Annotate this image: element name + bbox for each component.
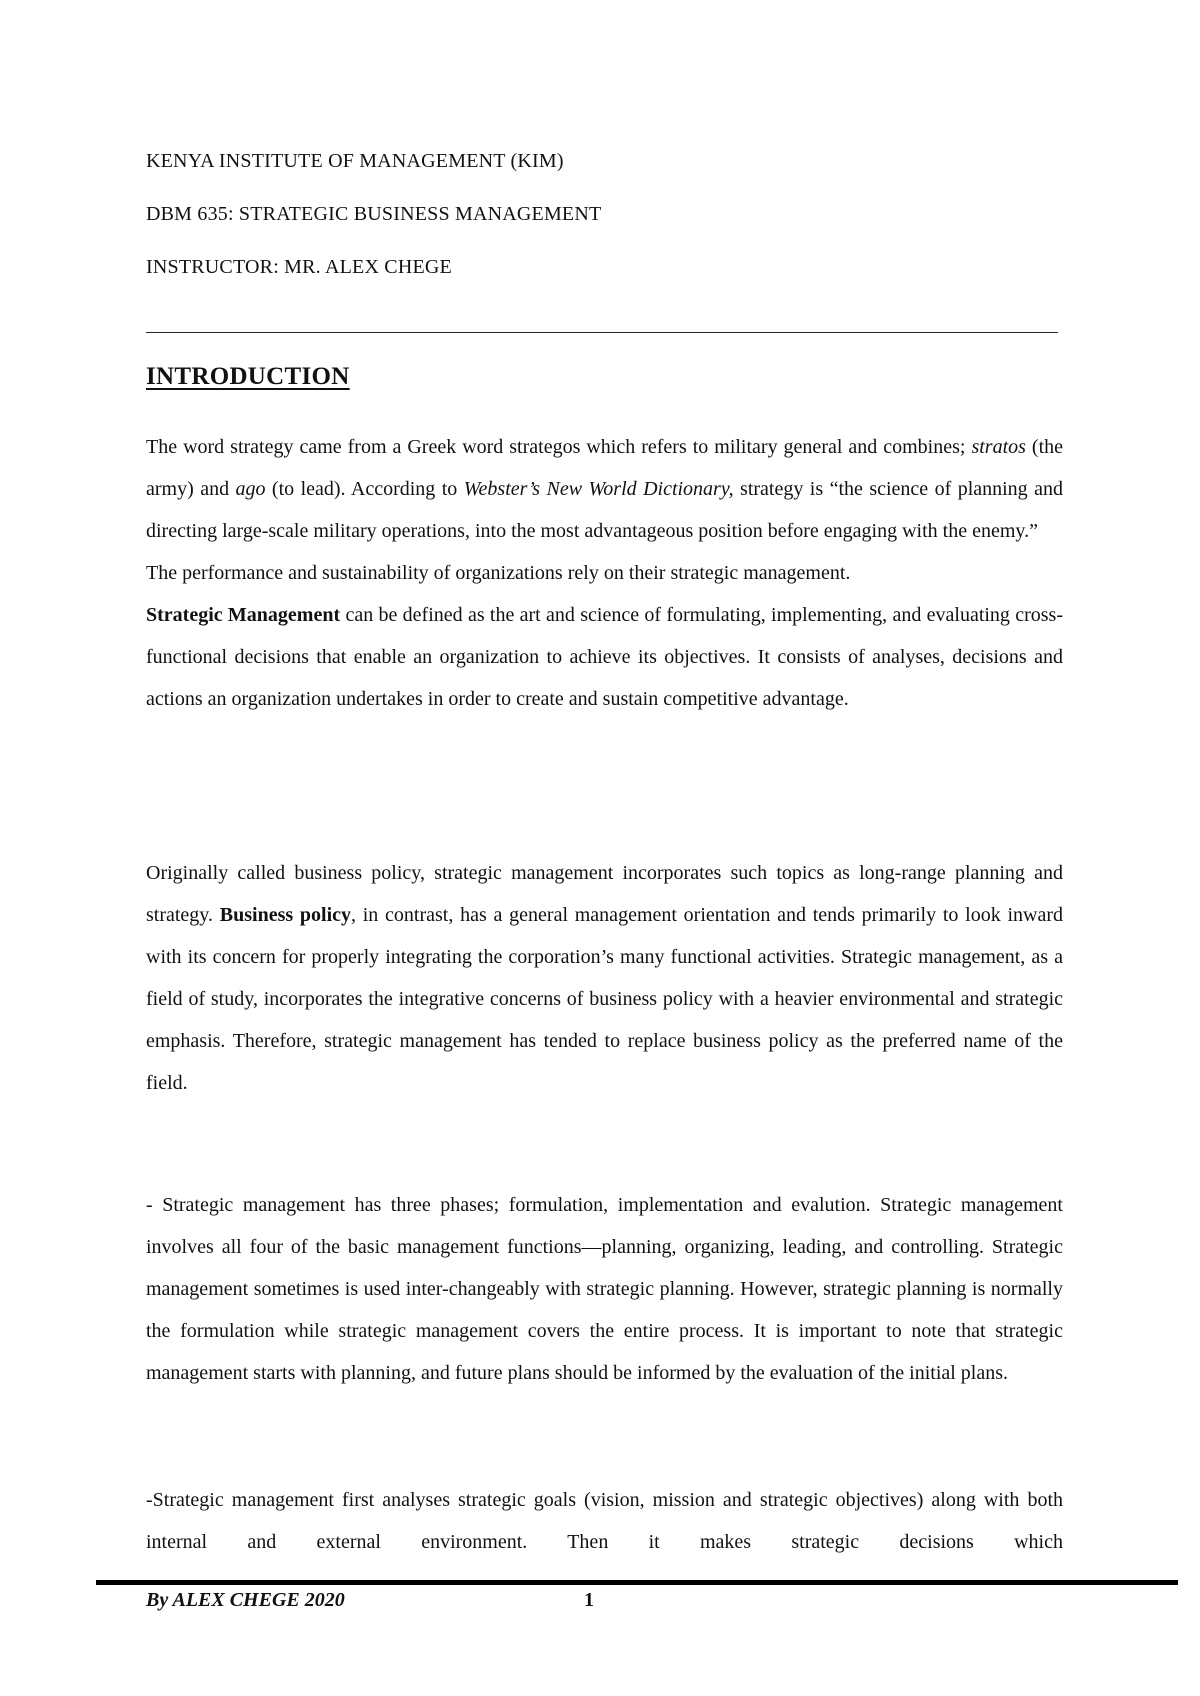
institution-heading: KENYA INSTITUTE OF MANAGEMENT (KIM) <box>146 150 564 172</box>
text-span: strategy is “the science of planning and directing large-scale military operations, into the most advantageous position before engaging with the enemy.” <box>146 478 1063 542</box>
text-span: -Strategic management first analyses strategic goals (vision, mission and strategic objectives) along with both internal and external environment. Then it makes strategic decisions which <box>146 1489 1063 1553</box>
text-span: The performance and sustainability of organizations rely on their strategic management. <box>146 562 851 584</box>
page-number: 1 <box>584 1589 594 1611</box>
footer-author: By ALEX CHEGE 2020 <box>146 1589 345 1611</box>
header-divider <box>146 332 1058 333</box>
paragraph-strategy-origin <box>146 426 1063 552</box>
paragraph-performance <box>146 552 1063 594</box>
text-span: The word strategy came from a Greek word strategos which refers to military general and combines; <box>146 436 972 458</box>
paragraph-phases <box>146 1184 1063 1394</box>
bold-term: Business policy <box>219 904 351 926</box>
italic-term: stratos <box>971 436 1026 458</box>
paragraph-business-policy <box>146 852 1063 1104</box>
paragraph-analysis <box>146 1479 1063 1563</box>
text-span: can be defined as the art and science of formulating, implementing, and evaluating cross-functional decisions that enable an organization to achieve its objectives. It consists of analyses, decisions and actions an organization undertakes in order to create and sustain competitive advantage. <box>146 604 1064 710</box>
footer-divider <box>96 1580 1178 1585</box>
paragraph-definition <box>146 594 1063 720</box>
text-span: , in contrast, has a general management orientation and tends primarily to look inward with its concern for properly integrating the corporation’s many functional activities. Strategic management, as a field of study, incorporates the integrative concerns of business policy with a heavier environmental and strategic emphasis. Therefore, strategic management has tended to replace business policy as the preferred name of the field. <box>146 904 1063 1094</box>
text-span: (the army) and <box>146 436 1063 500</box>
analysis-block <box>146 1479 1063 1563</box>
intro-block <box>146 426 1063 720</box>
italic-title: Webster’s New World Dictionary, <box>463 478 734 500</box>
text-span: Originally called business policy, strategic management incorporates such topics as long-range planning and strategy. <box>146 862 1063 926</box>
section-title: INTRODUCTION <box>146 363 350 390</box>
course-heading: DBM 635: STRATEGIC BUSINESS MANAGEMENT <box>146 203 602 225</box>
instructor-heading: INSTRUCTOR: MR. ALEX CHEGE <box>146 256 452 278</box>
text-span: (to lead). According to <box>265 478 464 500</box>
italic-term: ago <box>235 478 266 500</box>
phases-block <box>146 1184 1063 1394</box>
business-policy-block <box>146 852 1063 1104</box>
bold-term: Strategic Management <box>146 604 341 626</box>
text-span: - Strategic management has three phases; formulation, implementation and evalution. Strategic management involves all four of the basic management functions—planning, organizing, leading, and controlling. Strategic management sometimes is used inter-changeably with strategic planning. However, strategic planning is normally the formulation while strategic management covers the entire process. It is important to note that strategic management starts with planning, and future plans should be informed by the evaluation of the initial plans. <box>146 1194 1063 1384</box>
